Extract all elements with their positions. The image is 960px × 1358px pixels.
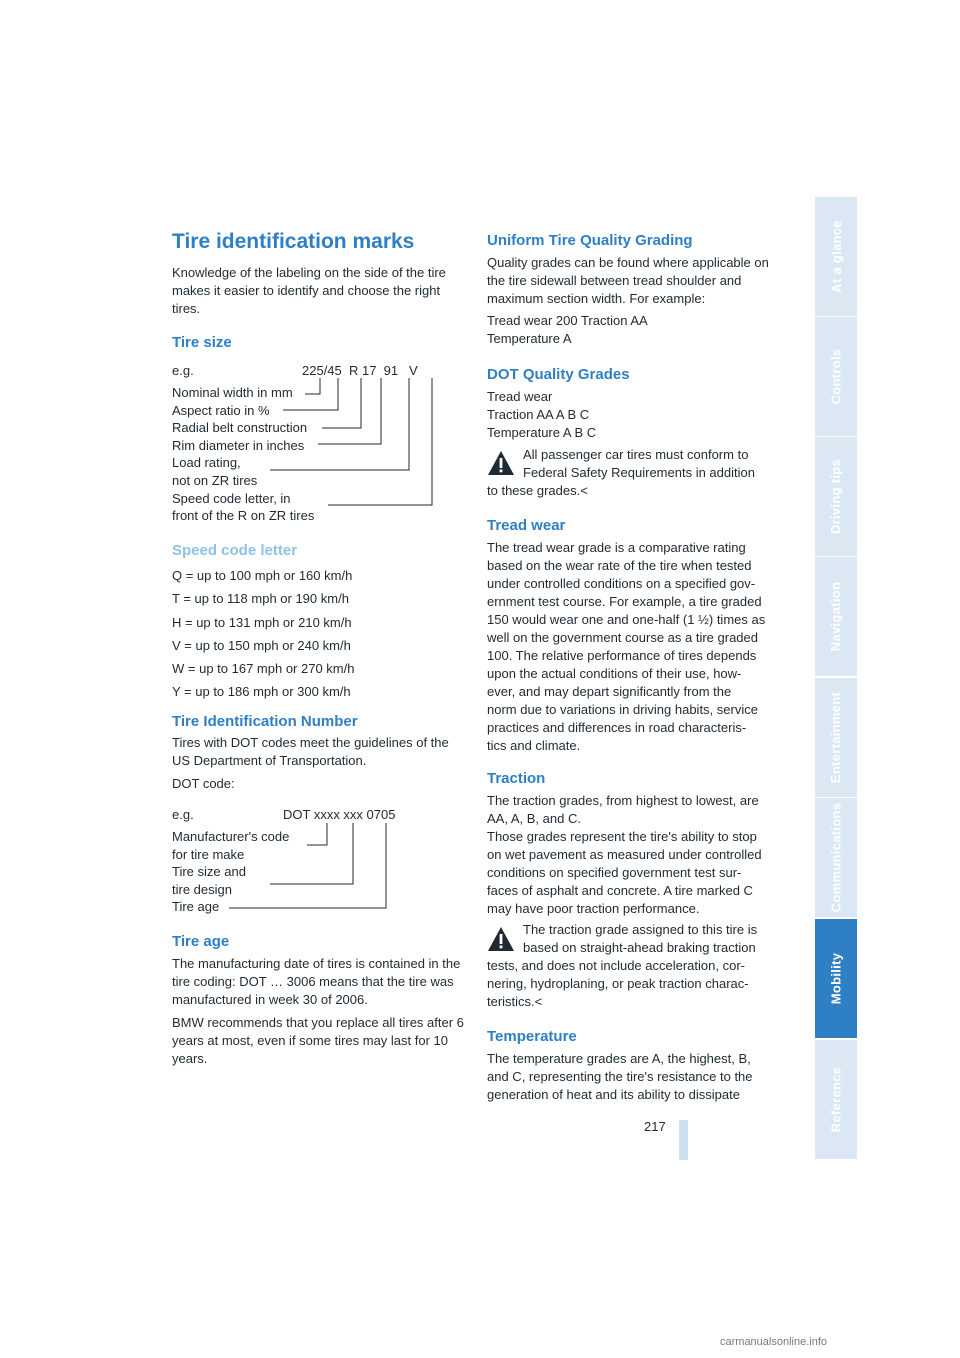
sidebar-tab-entertainment[interactable] [815,678,857,797]
text-line: Those grades represent the tire's ability to stop [487,829,757,844]
page-number: 217 [644,1119,666,1134]
sidebar-tab-label: Mobility [828,952,844,1005]
tire-age-heading: Tire age [172,933,230,950]
label-speed-code-2: front of the R on ZR tires [172,508,315,524]
text-line: 150 would wear one and one-half (1 ½) times as [487,612,766,627]
text-line: under controlled conditions on a specified gov- [487,576,756,591]
utqg-heading: Uniform Tire Quality Grading [487,232,693,249]
label-manufacturer-code: Manufacturer's code [172,829,290,844]
speed-code-item: Q = up to 100 mph or 160 km/h [172,568,353,583]
dot-grades-line: Tread wear [487,389,553,404]
sidebar-tab-driving-tips[interactable] [815,437,857,556]
warning-line: based on straight-ahead braking traction [523,940,756,955]
label-speed-code: Speed code letter, in [172,490,291,506]
label-tire-design: tire design [172,881,232,897]
tire-size-eg: e.g. [172,363,194,378]
speed-code-item: Y = up to 186 mph or 300 km/h [172,684,351,700]
tin-paragraph: Tires with DOT codes meet the guidelines of the US Department of Transportation. [172,735,449,768]
label-tire-age: Tire age [172,899,220,915]
chapter-sidebar [815,197,857,1160]
tire-size-code: 225/45 R 17 91 V [302,363,418,378]
intro-paragraph: Knowledge of the labeling on the side of the tire makes it easier to identify and choose the right tires. [172,265,446,316]
tread-wear-paragraph [487,539,783,755]
sidebar-tab-label: Navigation [828,581,844,652]
warning-line: teristics.< [487,994,543,1009]
text-line: and C, representing the tire's resistance to the [487,1069,753,1084]
text-line: ever, and may depart significantly from the [487,684,732,699]
dot-grades-heading: DOT Quality Grades [487,366,630,383]
warning-icon [487,450,515,476]
warning-line: The traction grade assigned to this tire is [523,922,758,937]
label-load-rating-2: not on ZR tires [172,472,258,488]
text-line: conditions on specified government test sur- [487,865,742,880]
text-line: ernment test course. For example, a tire graded [487,594,762,609]
warning-icon [487,926,515,952]
text-line: based on the wear rate of the tire when tested [487,558,752,573]
text-line: The traction grades, from highest to lowest, are [487,793,759,808]
warning-text-1-tail: to these grades.< [487,483,588,498]
label-tire-make: for tire make [172,846,245,862]
text-line: on wet pavement as measured under controlled [487,847,762,862]
text-line: practices and differences in road characteris- [487,720,747,735]
speed-code-item: T = up to 118 mph or 190 km/h [172,591,349,607]
text-line: upon the actual conditions of their use, how- [487,666,742,681]
warning-text-2-tail [487,957,783,1011]
text-line: may have poor traction performance. [487,901,700,916]
tire-size-heading: Tire size [172,334,232,351]
tread-wear-heading: Tread wear [487,517,566,534]
speed-code-item: W = up to 167 mph or 270 km/h [172,661,355,677]
label-aspect-ratio: Aspect ratio in % [172,402,270,418]
warning-line: All passenger car tires must conform to [523,447,749,462]
utqg-example [487,312,783,348]
utqg-example-line-2: Temperature A [487,331,572,346]
page-title: Tire identification marks [172,230,415,253]
sidebar-tab-label: Entertainment [828,691,844,784]
dot-eg: e.g. [172,807,194,822]
tin-heading: Tire Identification Number [172,713,358,730]
dot-grades-list [487,388,783,442]
sidebar-tab-label: At a glance [828,220,844,293]
speed-code-heading: Speed code letter [172,542,298,559]
sidebar-tab-navigation[interactable] [815,557,857,676]
label-tire-size: Tire size and [172,864,246,880]
sidebar-tab-at-a-glance[interactable] [815,197,857,316]
text-line: The temperature grades are A, the highest, B, [487,1051,751,1066]
speed-code-item: H = up to 131 mph or 210 km/h [172,614,352,630]
text-line: AA, A, B, and C. [487,811,581,826]
text-line: norm due to variations in driving habits, service [487,702,758,717]
sidebar-tab-mobility[interactable] [815,919,857,1038]
utqg-example-line-1: Tread wear 200 Traction AA [487,313,648,328]
traction-paragraph [487,792,783,918]
tire-age-paragraph-2: BMW recommends that you replace all tires after 6 years at most, even if some tires may last for 10 years. [172,1015,464,1066]
speed-code-item: V = up to 150 mph or 240 km/h [172,637,351,653]
warning-text-2 [523,921,783,957]
label-rim-diameter: Rim diameter in inches [172,437,305,453]
tire-age-paragraph-1: The manufacturing date of tires is contained in the tire coding: DOT … 3006 means that the tire was manufactured in week 30 of 2006. [172,956,461,1007]
dot-grades-line: Traction AA A B C [487,407,590,422]
watermark: carmanualsonline.info [720,1336,828,1348]
text-line: tics and climate. [487,738,581,753]
sidebar-tab-reference[interactable] [815,1040,857,1159]
warning-line: Federal Safety Requirements in addition [523,465,755,480]
warning-line: nering, hydroplaning, or peak traction charac- [487,976,749,991]
sidebar-tab-label: Driving tips [828,458,844,535]
dot-code: DOT xxxx xxx 0705 [283,807,396,822]
utqg-paragraph: Quality grades can be found where applicable on the tire sidewall between tread shoulder and maximum section width. For example: [487,255,769,306]
text-line: The tread wear grade is a comparative rating [487,540,746,555]
sidebar-tab-controls[interactable] [815,317,857,436]
label-nominal-width: Nominal width in mm [172,385,293,400]
dot-grades-line: Temperature A B C [487,425,597,440]
temperature-heading: Temperature [487,1028,577,1045]
sidebar-tab-label: Reference [828,1066,844,1133]
label-radial-belt: Radial belt construction [172,420,308,436]
label-load-rating: Load rating, [172,455,241,471]
dot-code-label: DOT code: [172,776,235,791]
warning-line: tests, and does not include acceleration, cor- [487,958,745,973]
sidebar-tab-label: Communications [828,802,844,913]
sidebar-tab-communications[interactable] [815,798,857,917]
temperature-paragraph [487,1050,783,1104]
text-line: well on the government course as a tire graded [487,630,758,645]
text-line: generation of heat and its ability to dissipate [487,1087,740,1102]
sidebar-tab-label: Controls [828,348,844,405]
warning-text-1 [523,446,783,482]
page-number-bar [679,1120,688,1160]
text-line: faces of asphalt and concrete. A tire marked C [487,883,753,898]
text-line: 100. The relative performance of tires depends [487,648,757,663]
traction-heading: Traction [487,770,546,787]
